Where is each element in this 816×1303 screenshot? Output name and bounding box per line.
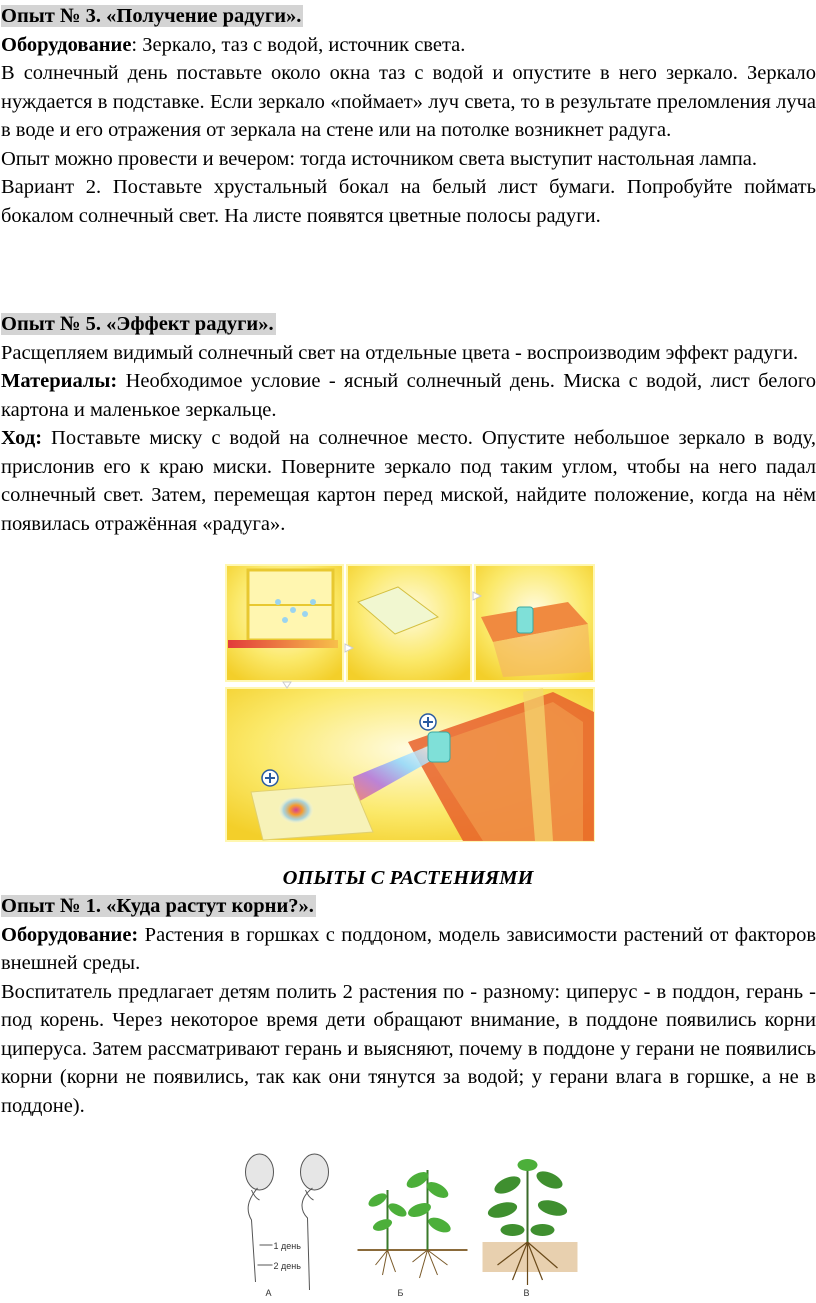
panel-rainbow-result [226, 688, 594, 841]
equipment-text-plants: Растения в горшках с поддоном, модель зависимости растений от факторов внешней среды. [1, 923, 816, 974]
caption-v: В [523, 1288, 530, 1298]
panel-glass-on-sill [475, 565, 594, 681]
label-day-1: 1 день [273, 1241, 301, 1251]
experiment-5-paragraph-1: Расщепляем видимый солнечный свет на отдельные цвета - воспроизводим эффект радуги. [1, 341, 799, 364]
experiment-3-title: Опыт № 3. «Получение радуги». [1, 5, 302, 27]
experiment-3-paragraph-2: Опыт можно провести и вечером: тогда источником света выступит настольная лампа. [1, 147, 758, 170]
equipment-text: : Зеркало, таз с водой, источник света. [131, 33, 466, 56]
experiment-1-title: Опыт № 1. «Куда растут корни?». [1, 895, 314, 917]
experiment-3-paragraph-3: Вариант 2. Поставьте хрустальный бокал на белый лист бумаги. Попробуйте поймать бокалом солнечный свет. На листе появятся цветные полосы радуги. [1, 176, 816, 227]
panel-window [226, 565, 343, 681]
caption-b: Б [397, 1288, 404, 1298]
label-day-2: 2 день [273, 1261, 301, 1271]
caption-a: А [265, 1288, 272, 1298]
rainbow-experiment-illustration [2, 562, 816, 844]
experiment-3-paragraph-1: В солнечный день поставьте около окна таз с водой и опустите в него зеркало. Зеркало нуждается в подставке. Если зеркало «поймает» луч света, то в результате преломления луча в воде и его отражения от зеркала на стене или на потолке возникнет радуга. [1, 62, 816, 141]
experiment-1-paragraph-1: Воспитатель предлагает детям полить 2 растения по - разному: циперус - в поддон, герань - под корень. Через некоторое время дети обращают внимание, в поддоне появились корни циперуса. Затем рассматривают герань и выясняют, почему в поддоне у герани не появились корни (корни не появились, так как они тянутся за водой; у герани влага в горшке, а не в поддоне). [1, 980, 816, 1117]
plants-roots-illustration [2, 1150, 816, 1300]
experiment-3-block [0, 2, 816, 230]
experiment-5-block [0, 310, 816, 538]
course-label: Ход: [1, 427, 43, 449]
materials-label: Материалы: [1, 370, 118, 392]
equipment-label: Оборудование [1, 33, 132, 56]
experiment-5-title: Опыт № 5. «Эффект радуги». [1, 313, 274, 335]
panel-mirror [347, 565, 471, 681]
section-title: ОПЫТЫ С РАСТЕНИЯМИ [282, 867, 534, 889]
equipment-label-plants: Оборудование: [1, 923, 139, 946]
course-text: Поставьте миску с водой на солнечное место. Опустите небольшое зеркало в воду, прислонив его к краю миски. Поверните зеркало под таким углом, чтобы на него падал солнечный свет. Затем, перемещая картон перед миской, найдите положение, когда на нём появилась отражённая «радуга». [1, 427, 816, 535]
experiment-1-block [0, 892, 816, 1120]
materials-text: Необходимое условие - ясный солнечный день. Миска с водой, лист белого картона и маленькое зеркальце. [1, 370, 816, 421]
